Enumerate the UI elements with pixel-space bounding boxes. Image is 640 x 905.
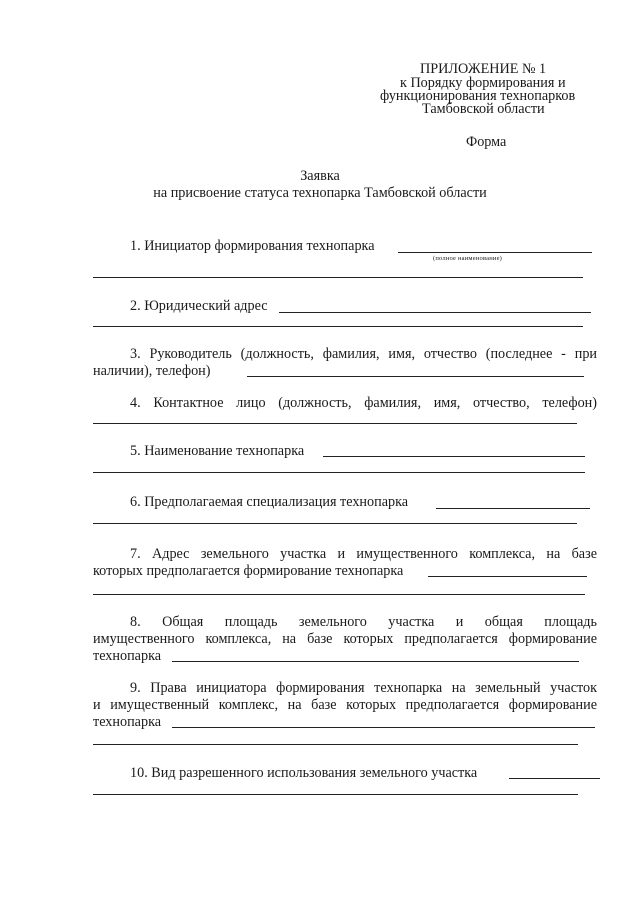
item-3-line-2: наличии), телефон): [93, 363, 211, 379]
item-9-line-3: технопарка: [93, 714, 162, 730]
item-4-label: 4. Контактное лицо (должность, фамилия, имя, отчество, телефон): [130, 395, 597, 411]
item-3-input-line[interactable]: [247, 376, 584, 377]
item-1-input-line-2[interactable]: [93, 277, 583, 278]
item-8-line-1: 8. Общая площадь земельного участка и общая площадь: [130, 614, 597, 630]
item-2-input-line[interactable]: [279, 312, 591, 313]
title-line-2: на присвоение статуса технопарка Тамбовской области: [153, 185, 487, 201]
item-10-label: 10. Вид разрешенного использования земельного участка: [130, 765, 478, 781]
item-9-line-1: 9. Права инициатора формирования технопарка на земельный участок: [130, 680, 597, 696]
item-6-input-line[interactable]: [436, 508, 590, 509]
item-9-input-line-2[interactable]: [93, 744, 578, 745]
item-7-input-line[interactable]: [428, 576, 587, 577]
item-5-label: 5. Наименование технопарка: [130, 443, 305, 459]
form-label: Форма: [466, 134, 507, 150]
item-7-line-2: которых предполагается формирование технопарка: [93, 563, 404, 579]
item-6-label: 6. Предполагаемая специализация технопарка: [130, 494, 409, 510]
title-line-1: Заявка: [300, 168, 340, 184]
appendix-number: ПРИЛОЖЕНИЕ № 1: [420, 61, 547, 77]
item-5-input-line[interactable]: [323, 456, 585, 457]
item-2-label: 2. Юридический адрес: [130, 298, 268, 314]
item-10-input-line[interactable]: [509, 778, 600, 779]
appendix-line-3: Тамбовской области: [422, 101, 545, 117]
appendix-line-1: к Порядку формирования и: [400, 75, 566, 91]
item-8-line-2: имущественного комплекса, на базе которых предполагается формирование: [93, 631, 597, 647]
item-9-line-2: и имущественный комплекс, на базе которых предполагается формирование: [93, 697, 597, 713]
item-10-input-line-2[interactable]: [93, 794, 578, 795]
item-8-input-line[interactable]: [172, 661, 579, 662]
item-7-line-1: 7. Адрес земельного участка и имущественного комплекса, на базе: [130, 546, 597, 562]
item-9-input-line[interactable]: [172, 727, 595, 728]
appendix-line-2: функционирования технопарков: [380, 88, 576, 104]
item-2-input-line-2[interactable]: [93, 326, 583, 327]
item-1-input-line[interactable]: [398, 252, 592, 253]
item-1-caption: (полное наименование): [433, 255, 503, 262]
item-8-line-3: технопарка: [93, 648, 162, 664]
item-4-input-line[interactable]: [93, 423, 577, 424]
item-5-input-line-2[interactable]: [93, 472, 585, 473]
item-3-line-1: 3. Руководитель (должность, фамилия, имя, отчество (последнее - при: [130, 346, 597, 362]
item-7-input-line-2[interactable]: [93, 594, 585, 595]
item-1-label: 1. Инициатор формирования технопарка: [130, 238, 375, 254]
item-6-input-line-2[interactable]: [93, 523, 577, 524]
